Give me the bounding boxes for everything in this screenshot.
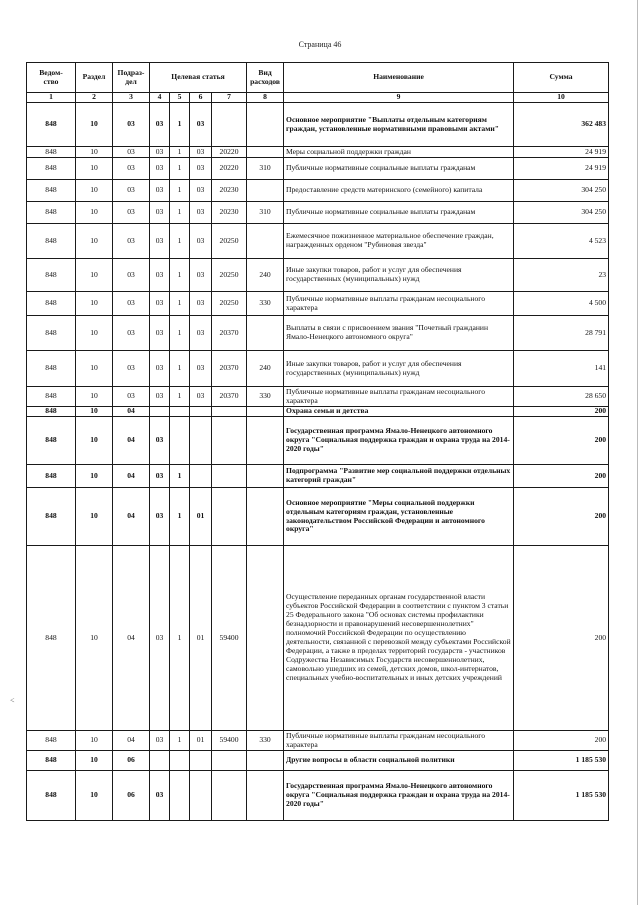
table-row xyxy=(27,771,609,821)
cell-cs-1: 03 xyxy=(150,158,170,180)
cell-summa: 304 250 xyxy=(514,180,609,202)
cell-vedomstvo: 848 xyxy=(27,465,76,488)
cell-summa: 1 185 530 xyxy=(514,771,609,821)
cell-cs-2: 1 xyxy=(170,202,190,224)
cell-vedomstvo: 848 xyxy=(27,417,76,465)
cell-cs-1: 03 xyxy=(150,546,170,731)
cell-cs-4: 20220 xyxy=(212,158,247,180)
cell-cs-4: 20250 xyxy=(212,259,247,292)
cell-summa: 1 185 530 xyxy=(514,751,609,771)
cell-summa: 141 xyxy=(514,351,609,387)
cell-razdel: 10 xyxy=(76,488,113,546)
cell-podrazdel: 03 xyxy=(113,224,150,259)
cell-razdel: 10 xyxy=(76,387,113,407)
cell-cs-1: 03 xyxy=(150,292,170,316)
cell-cs-3: 03 xyxy=(190,103,212,147)
cell-naimenovanie: Другие вопросы в области социальной политики xyxy=(284,751,514,771)
cell-vedomstvo: 848 xyxy=(27,202,76,224)
cell-cs-4: 20230 xyxy=(212,202,247,224)
header-podrazdel: Подраз- дел xyxy=(113,63,150,93)
cell-razdel: 10 xyxy=(76,407,113,417)
cell-cs-2: 1 xyxy=(170,147,190,158)
cell-cs-4 xyxy=(212,407,247,417)
table-row xyxy=(27,224,609,259)
cell-summa: 200 xyxy=(514,488,609,546)
cell-summa: 362 483 xyxy=(514,103,609,147)
cell-vid-rashodov: 310 xyxy=(247,158,284,180)
table-body xyxy=(27,103,609,821)
cell-naimenovanie: Иные закупки товаров, работ и услуг для обеспечения государственных (муниципальных) нужд xyxy=(284,351,514,387)
cell-cs-4: 59400 xyxy=(212,731,247,751)
table-row xyxy=(27,731,609,751)
cell-cs-2: 1 xyxy=(170,387,190,407)
column-number-row xyxy=(27,93,609,103)
column-number: 3 xyxy=(113,93,150,103)
scan-artifact: ˂ xyxy=(10,696,15,705)
cell-razdel: 10 xyxy=(76,546,113,731)
cell-vid-rashodov xyxy=(247,417,284,465)
cell-cs-1: 03 xyxy=(150,259,170,292)
cell-naimenovanie: Иные закупки товаров, работ и услуг для обеспечения государственных (муниципальных) нужд xyxy=(284,259,514,292)
cell-vid-rashodov xyxy=(247,147,284,158)
table-row xyxy=(27,180,609,202)
cell-podrazdel: 03 xyxy=(113,387,150,407)
cell-summa: 200 xyxy=(514,407,609,417)
cell-cs-1: 03 xyxy=(150,103,170,147)
cell-vid-rashodov: 240 xyxy=(247,259,284,292)
cell-cs-4: 20230 xyxy=(212,180,247,202)
cell-naimenovanie: Основное мероприятие "Выплаты отдельным категориям граждан, установленные нормативными правовыми актами" xyxy=(284,103,514,147)
page-edge xyxy=(637,0,638,905)
cell-cs-4: 20250 xyxy=(212,292,247,316)
cell-cs-3: 03 xyxy=(190,224,212,259)
cell-cs-2: 1 xyxy=(170,103,190,147)
cell-cs-4: 20370 xyxy=(212,316,247,351)
cell-podrazdel: 03 xyxy=(113,147,150,158)
cell-naimenovanie: Подпрограмма "Развитие мер социальной поддержки отдельных категорий граждан" xyxy=(284,465,514,488)
cell-vedomstvo: 848 xyxy=(27,387,76,407)
cell-cs-3: 03 xyxy=(190,158,212,180)
header-naimenovanie: Наименование xyxy=(284,63,514,93)
cell-cs-3 xyxy=(190,407,212,417)
cell-cs-2: 1 xyxy=(170,259,190,292)
cell-cs-1: 03 xyxy=(150,731,170,751)
cell-cs-3 xyxy=(190,771,212,821)
cell-vedomstvo: 848 xyxy=(27,259,76,292)
cell-naimenovanie: Государственная программа Ямало-Ненецкого автономного округа "Социальная поддержка граждан и охрана труда на 2014-2020 годы" xyxy=(284,771,514,821)
cell-razdel: 10 xyxy=(76,224,113,259)
cell-vedomstvo: 848 xyxy=(27,546,76,731)
cell-vid-rashodov xyxy=(247,224,284,259)
cell-podrazdel: 03 xyxy=(113,158,150,180)
cell-naimenovanie: Выплаты в связи с присвоением звания "Почетный гражданин Ямало-Ненецкого автономного округа" xyxy=(284,316,514,351)
cell-razdel: 10 xyxy=(76,147,113,158)
cell-cs-3: 03 xyxy=(190,259,212,292)
cell-vedomstvo: 848 xyxy=(27,147,76,158)
column-number: 2 xyxy=(76,93,113,103)
cell-podrazdel: 06 xyxy=(113,771,150,821)
cell-summa: 24 919 xyxy=(514,158,609,180)
cell-cs-3: 01 xyxy=(190,488,212,546)
cell-summa: 28 650 xyxy=(514,387,609,407)
budget-table xyxy=(26,62,609,821)
table-row xyxy=(27,417,609,465)
table-row xyxy=(27,751,609,771)
cell-summa: 200 xyxy=(514,731,609,751)
cell-vedomstvo: 848 xyxy=(27,180,76,202)
cell-cs-2: 1 xyxy=(170,180,190,202)
cell-podrazdel: 03 xyxy=(113,103,150,147)
table-row xyxy=(27,259,609,292)
cell-cs-3: 03 xyxy=(190,316,212,351)
cell-cs-1: 03 xyxy=(150,316,170,351)
cell-naimenovanie: Основное мероприятие "Меры социальной поддержки отдельным категориям граждан, установленные законодательством Российской Федерации и автономного округа" xyxy=(284,488,514,546)
header-razdel: Раздел xyxy=(76,63,113,93)
cell-vedomstvo: 848 xyxy=(27,158,76,180)
header-vedomstvo: Ведом- ство xyxy=(27,63,76,93)
cell-vid-rashodov: 310 xyxy=(247,202,284,224)
column-number: 9 xyxy=(284,93,514,103)
cell-podrazdel: 04 xyxy=(113,417,150,465)
cell-cs-3: 01 xyxy=(190,546,212,731)
cell-cs-2: 1 xyxy=(170,292,190,316)
column-number: 1 xyxy=(27,93,76,103)
cell-summa: 200 xyxy=(514,546,609,731)
table-row xyxy=(27,292,609,316)
header-row xyxy=(27,63,609,93)
column-number: 6 xyxy=(190,93,212,103)
cell-podrazdel: 03 xyxy=(113,292,150,316)
cell-razdel: 10 xyxy=(76,731,113,751)
table-row xyxy=(27,465,609,488)
cell-razdel: 10 xyxy=(76,417,113,465)
table-row xyxy=(27,202,609,224)
cell-naimenovanie: Государственная программа Ямало-Ненецкого автономного округа "Социальная поддержка граждан и охрана труда на 2014-2020 годы" xyxy=(284,417,514,465)
cell-summa: 4 500 xyxy=(514,292,609,316)
cell-cs-4 xyxy=(212,465,247,488)
cell-cs-4 xyxy=(212,488,247,546)
cell-cs-1 xyxy=(150,751,170,771)
cell-podrazdel: 03 xyxy=(113,202,150,224)
page-number: Страница 46 xyxy=(298,40,342,49)
cell-cs-1: 03 xyxy=(150,180,170,202)
cell-summa: 200 xyxy=(514,465,609,488)
cell-razdel: 10 xyxy=(76,259,113,292)
cell-razdel: 10 xyxy=(76,292,113,316)
cell-cs-3: 03 xyxy=(190,292,212,316)
cell-cs-2 xyxy=(170,771,190,821)
cell-summa: 4 523 xyxy=(514,224,609,259)
table-row xyxy=(27,387,609,407)
column-number: 5 xyxy=(170,93,190,103)
cell-podrazdel: 03 xyxy=(113,316,150,351)
cell-cs-3: 03 xyxy=(190,180,212,202)
column-number: 10 xyxy=(514,93,609,103)
cell-vedomstvo: 848 xyxy=(27,488,76,546)
cell-vid-rashodov xyxy=(247,180,284,202)
cell-razdel: 10 xyxy=(76,465,113,488)
cell-vedomstvo: 848 xyxy=(27,731,76,751)
cell-cs-1: 03 xyxy=(150,202,170,224)
cell-cs-4 xyxy=(212,417,247,465)
cell-naimenovanie: Осуществление переданных органам государственной власти субъектов Российской Федерации в соответствии с пунктом 3 статьи 25 Федерального закона "Об основах системы профилактики безнадзорности и правонарушений несовершеннолетних" полномочий Российской Федерации по осуществлению деятельности, связанной с перевозкой между субъектами Российской Федерации, а также в пределах территорий государств - участников Содружества Независимых Государств несовершеннолетних, самовольно ушедших из семей, детских домов, школ-интернатов, специальных учебно-воспитательных и иных детских учреждений xyxy=(284,546,514,731)
cell-naimenovanie: Публичные нормативные выплаты гражданам несоциального характера xyxy=(284,731,514,751)
cell-vedomstvo: 848 xyxy=(27,292,76,316)
cell-naimenovanie: Публичные нормативные социальные выплаты гражданам xyxy=(284,158,514,180)
cell-cs-4 xyxy=(212,751,247,771)
cell-vedomstvo: 848 xyxy=(27,751,76,771)
cell-razdel: 10 xyxy=(76,771,113,821)
cell-cs-2: 1 xyxy=(170,224,190,259)
cell-cs-4 xyxy=(212,771,247,821)
table-row xyxy=(27,103,609,147)
cell-vedomstvo: 848 xyxy=(27,103,76,147)
cell-cs-4: 59400 xyxy=(212,546,247,731)
cell-naimenovanie: Меры социальной поддержки граждан xyxy=(284,147,514,158)
cell-razdel: 10 xyxy=(76,158,113,180)
cell-podrazdel: 06 xyxy=(113,751,150,771)
cell-cs-1 xyxy=(150,407,170,417)
cell-cs-2: 1 xyxy=(170,731,190,751)
cell-podrazdel: 03 xyxy=(113,351,150,387)
cell-summa: 200 xyxy=(514,417,609,465)
cell-vid-rashodov xyxy=(247,751,284,771)
cell-vid-rashodov xyxy=(247,316,284,351)
cell-vid-rashodov: 330 xyxy=(247,387,284,407)
cell-vid-rashodov xyxy=(247,546,284,731)
cell-cs-2: 1 xyxy=(170,158,190,180)
cell-razdel: 10 xyxy=(76,316,113,351)
cell-vedomstvo: 848 xyxy=(27,351,76,387)
cell-naimenovanie: Предоставление средств материнского (семейного) капитала xyxy=(284,180,514,202)
cell-podrazdel: 04 xyxy=(113,407,150,417)
table-row xyxy=(27,147,609,158)
cell-cs-2 xyxy=(170,751,190,771)
cell-cs-3: 03 xyxy=(190,147,212,158)
cell-cs-2 xyxy=(170,407,190,417)
cell-razdel: 10 xyxy=(76,103,113,147)
cell-naimenovanie: Охрана семьи и детства xyxy=(284,407,514,417)
table-row xyxy=(27,158,609,180)
column-number: 4 xyxy=(150,93,170,103)
cell-cs-4: 20250 xyxy=(212,224,247,259)
cell-vedomstvo: 848 xyxy=(27,407,76,417)
cell-cs-2: 1 xyxy=(170,316,190,351)
cell-summa: 24 919 xyxy=(514,147,609,158)
cell-cs-2: 1 xyxy=(170,351,190,387)
table-row xyxy=(27,351,609,387)
header-summa: Сумма xyxy=(514,63,609,93)
cell-podrazdel: 04 xyxy=(113,488,150,546)
cell-vedomstvo: 848 xyxy=(27,771,76,821)
cell-razdel: 10 xyxy=(76,351,113,387)
cell-vid-rashodov xyxy=(247,465,284,488)
table-row xyxy=(27,316,609,351)
cell-cs-1: 03 xyxy=(150,417,170,465)
cell-cs-4: 20370 xyxy=(212,351,247,387)
table-row xyxy=(27,488,609,546)
header-vid-rashodov: Вид расходов xyxy=(247,63,284,93)
cell-cs-1: 03 xyxy=(150,465,170,488)
cell-summa: 23 xyxy=(514,259,609,292)
cell-cs-1: 03 xyxy=(150,351,170,387)
cell-vid-rashodov: 330 xyxy=(247,292,284,316)
cell-cs-1: 03 xyxy=(150,224,170,259)
cell-cs-3 xyxy=(190,751,212,771)
cell-cs-3 xyxy=(190,417,212,465)
cell-vedomstvo: 848 xyxy=(27,316,76,351)
cell-podrazdel: 03 xyxy=(113,259,150,292)
cell-cs-1: 03 xyxy=(150,147,170,158)
cell-vid-rashodov xyxy=(247,103,284,147)
cell-naimenovanie: Ежемесячное пожизненное материальное обеспечение граждан, награжденных орденом "Рубиновая звезда" xyxy=(284,224,514,259)
cell-cs-4: 20220 xyxy=(212,147,247,158)
cell-podrazdel: 04 xyxy=(113,465,150,488)
cell-cs-4 xyxy=(212,103,247,147)
cell-cs-3: 01 xyxy=(190,731,212,751)
cell-cs-2: 1 xyxy=(170,546,190,731)
cell-vid-rashodov xyxy=(247,407,284,417)
cell-cs-2: 1 xyxy=(170,465,190,488)
cell-vid-rashodov: 240 xyxy=(247,351,284,387)
column-number: 7 xyxy=(212,93,247,103)
column-number: 8 xyxy=(247,93,284,103)
cell-cs-1: 03 xyxy=(150,771,170,821)
table-row xyxy=(27,546,609,731)
cell-vid-rashodov: 330 xyxy=(247,731,284,751)
cell-razdel: 10 xyxy=(76,180,113,202)
cell-cs-3: 03 xyxy=(190,351,212,387)
cell-naimenovanie: Публичные нормативные социальные выплаты гражданам xyxy=(284,202,514,224)
cell-razdel: 10 xyxy=(76,202,113,224)
cell-cs-3: 03 xyxy=(190,202,212,224)
cell-cs-2: 1 xyxy=(170,488,190,546)
cell-naimenovanie: Публичные нормативные выплаты гражданам несоциального характера xyxy=(284,292,514,316)
cell-razdel: 10 xyxy=(76,751,113,771)
table-row xyxy=(27,407,609,417)
cell-vid-rashodov xyxy=(247,771,284,821)
cell-podrazdel: 04 xyxy=(113,731,150,751)
cell-summa: 28 791 xyxy=(514,316,609,351)
cell-cs-3: 03 xyxy=(190,387,212,407)
header-celevaya-statya: Целевая статья xyxy=(150,63,247,93)
cell-summa: 304 250 xyxy=(514,202,609,224)
cell-podrazdel: 03 xyxy=(113,180,150,202)
cell-cs-1: 03 xyxy=(150,387,170,407)
cell-vid-rashodov xyxy=(247,488,284,546)
cell-cs-4: 20370 xyxy=(212,387,247,407)
cell-cs-1: 03 xyxy=(150,488,170,546)
cell-podrazdel: 04 xyxy=(113,546,150,731)
cell-cs-2 xyxy=(170,417,190,465)
cell-vedomstvo: 848 xyxy=(27,224,76,259)
cell-naimenovanie: Публичные нормативные выплаты гражданам несоциального характера xyxy=(284,387,514,407)
cell-cs-3 xyxy=(190,465,212,488)
